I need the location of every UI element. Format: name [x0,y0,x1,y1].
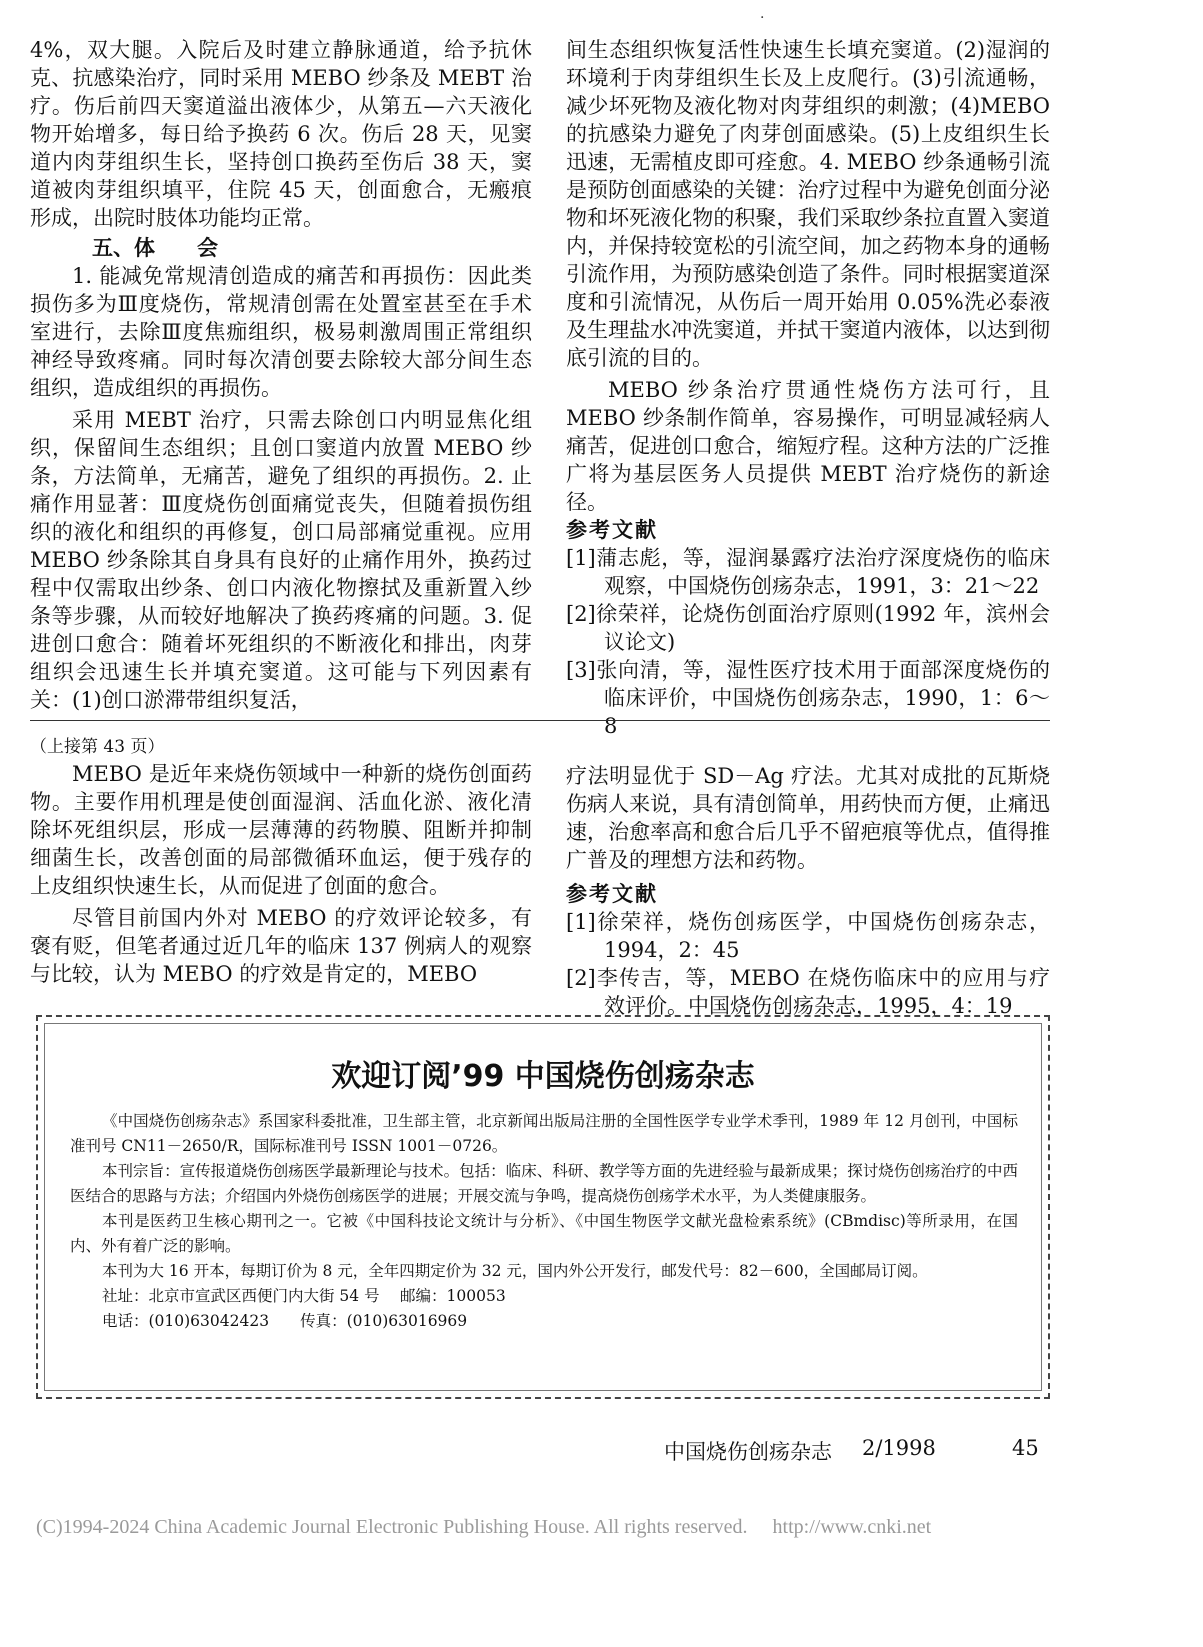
notice-phone: 电话：(010)63042423 传真：(010)63016969 [102,1312,468,1330]
body-paragraph: MEBO 纱条治疗贯通性烧伤方法可行，且 MEBO 纱条制作简单，容易操作，可明显减轻病人痛苦，促进创口愈合，缩短疗程。这种方法的广泛推广将为基层医务人员提供 MEBT 治疗烧伤的新途径。 [566,378,1050,514]
section-divider [30,720,1050,721]
body-paragraph: 疗法明显优于 SD－Ag 疗法。尤其对成批的瓦斯烧伤病人来说，具有清创简单，用药快而方便，止痛迅速，治愈率高和愈合后几乎不留疤痕等优点，值得推广普及的理想方法和药物。 [566,764,1050,872]
notice-address: 社址：北京市宣武区西便门内大街 54 号 邮编：100053 [102,1287,506,1305]
notice-text: 《中国烧伤创疡杂志》系国家科委批准，卫生部主管，北京新闻出版局注册的全国性医学专业学术季刊，1989 年 12 月创刊，中国标准刊号 CN11－2650/R，国际标准刊号 ISSN 1001－0726。 [70,1112,1018,1155]
bottom-left-column [30,734,532,988]
footer-issue: 2/1998 [862,1436,936,1460]
bottom-right-column [566,762,1050,1020]
notice-paragraph [70,1109,1018,1334]
body-paragraph: 尽管目前国内外对 MEBO 的疗效评论较多，有褒有贬，但笔者通过近几年的临床 137 例病人的观察与比较，认为 MEBO 的疗效是肯定的，MEBO [30,906,532,986]
body-paragraph: 采用 MEBT 治疗，只需去除创口内明显焦化组织，保留间生态组织；且创口窦道内放置 MEBO 纱条，方法简单，无痛苦，避免了组织的再损伤。2. 止痛作用显著：Ⅲ度烧伤创面痛觉丧失，但随着损伤组织的液化和组织的再修复，创口局部痛觉重视。应用 MEBO 纱条除其自身具有良好的止痛作用外，换药过程中仅需取出纱条、创口内液化物擦拭及重新置入纱条等步骤，从而较好地解决了换药疼痛的问题。3. 促进创口愈合：随着坏死组织的不断液化和排出，肉芽组织会迅速生长并填充窦道。这可能与下列因素有关：(1)创口淤滞带组织复活， [30,408,532,712]
reference-item: [1]蒲志彪，等，湿润暴露疗法治疗深度烧伤的临床观察，中国烧伤创疡杂志，1991，3：21～22 [566,546,1050,598]
reference-item: [2]李传吉，等，MEBO 在烧伤临床中的应用与疗效评价。中国烧伤创疡杂志，1995，4：19 [566,966,1050,1018]
references-title: 参考文献 [566,517,658,542]
top-left-column [30,36,532,714]
body-paragraph: MEBO 是近年来烧伤领域中一种新的烧伤创面药物。主要作用机理是使创面湿润、活血化淤、液化清除坏死组织层，形成一层薄薄的药物膜、阻断并抑制细菌生长，改善创面的局部微循环血运，便于残存的上皮组织快速生长，从而促进了创面的愈合。 [30,762,532,898]
notice-title: 欢迎订阅’99 中国烧伤创疡杂志 [331,1059,755,1094]
reference-item: [1]徐荣祥，烧伤创疡医学，中国烧伤创疡杂志，1994，2：45 [566,910,1050,962]
body-paragraph: 间生态组织恢复活性快速生长填充窦道。(2)湿润的环境利于肉芽组织生长及上皮爬行。(3)引流通畅，减少坏死物及液化物对肉芽组织的刺激；(4)MEBO 的抗感染力避免了肉芽创面感染。(5)上皮组织生长迅速，无需植皮即可痊愈。4. MEBO 纱条通畅引流是预防创面感染的关键：治疗过程中为避免创面分泌物和坏死液化物的积聚，我们采取纱条拉直置入窦道内，并保持较宽松的引流空间，加之药物本身的通畅引流作用，为预防感染创造了条件。同时根据窦道深度和引流情况，从伤后一周开始用 0.05%洗必泰液及生理盐水冲洗窦道，并拭干窦道内液体，以达到彻底引流的目的。 [566,38,1050,370]
top-right-column [566,36,1050,740]
body-paragraph: 1. 能减免常规清创造成的痛苦和再损伤：因此类损伤多为Ⅲ度烧伤，常规清创需在处置室甚至在手术室进行，去除Ⅲ度焦痂组织，极易刺激周围正常组织神经导致疼痛。同时每次清创要去除较大部分间生态组织，造成组织的再损伤。 [30,264,532,400]
body-paragraph: 4%，双大腿。入院后及时建立静脉通道，给予抗休克、抗感染治疗，同时采用 MEBO 纱条及 MEBT 治疗。伤后前四天窦道溢出液体少，从第五—六天液化物开始增多，每日给予换药 6 次。伤后 28 天，见窦道内肉芽组织生长，坚持创口换药至伤后 38 天，窦道被肉芽组织填平，住院 45 天，创面愈合，无瘢痕形成，出院时肢体功能均正常。 [30,38,532,230]
continued-from-note: （上接第 43 页） [30,737,165,757]
reference-item: [3]张向清，等，湿性医疗技术用于面部深度烧伤的临床评价，中国烧伤创疡杂志，1990，1：6～8 [566,658,1050,738]
footer-journal: 中国烧伤创疡杂志 [664,1440,832,1464]
section-heading: 五、体 会 [92,235,218,260]
reference-item: [2]徐荣祥，论烧伤创面治疗原则(1992 年，滨州会议论文) [566,602,1050,654]
notice-text: 本刊宗旨：宣传报道烧伤创疡医学最新理论与技术。包括：临床、科研、教学等方面的先进经验与最新成果；探讨烧伤创疡治疗的中西医结合的思路与方法；介绍国内外烧伤创疡医学的进展；开展交流与争鸣，提高烧伤创疡学术水平，为人类健康服务。 [70,1162,1018,1205]
copyright-watermark: (C)1994-2024 China Academic Journal Electronic Publishing House. All rights reserved. http://www.cnki.net [36,1516,932,1538]
corner-mark: · [760,10,765,26]
subscription-notice-box [36,1015,1050,1399]
notice-text: 本刊为大 16 开本，每期订价为 8 元，全年四期定价为 32 元，国内外公开发行，邮发代号：82－600，全国邮局订阅。 [102,1262,928,1280]
references-title: 参考文献 [566,881,658,906]
notice-text: 本刊是医药卫生核心期刊之一。它被《中国科技论文统计与分析》、《中国生物医学文献光盘检索系统》(CBmdisc)等所录用，在国内、外有着广泛的影响。 [70,1212,1018,1255]
footer-page-number: 45 [1012,1436,1039,1460]
